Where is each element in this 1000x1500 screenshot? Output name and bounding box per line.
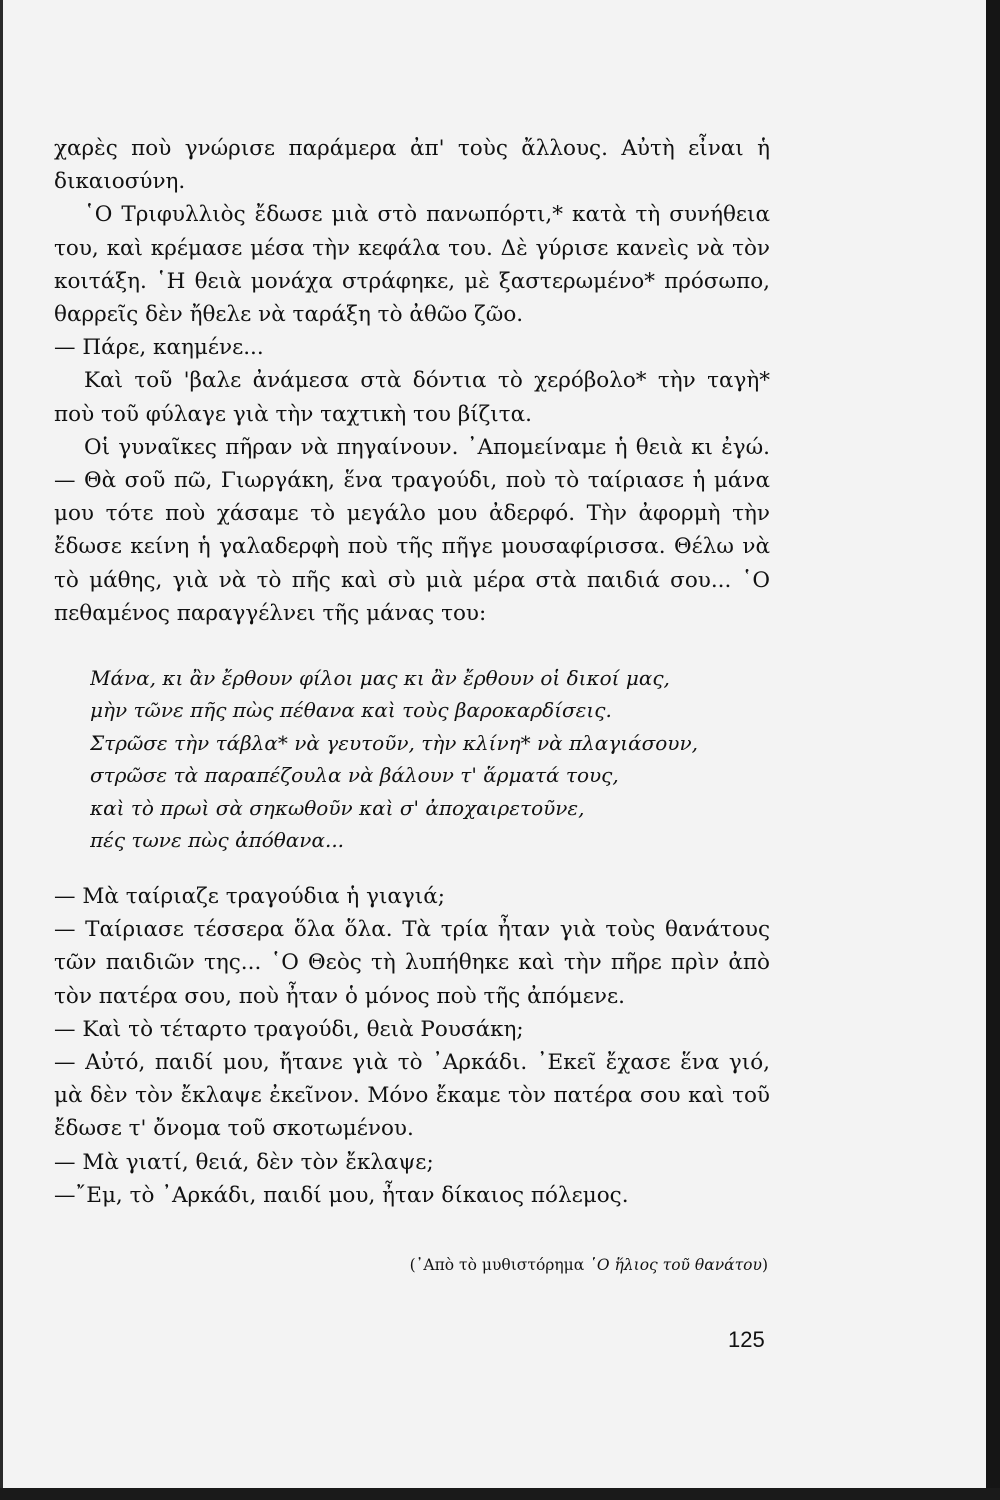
- source-suffix: ): [761, 1256, 768, 1274]
- verse-line: πές τωνε πὼς ἀπόθανα...: [90, 828, 345, 853]
- prose-block-2: [54, 880, 770, 1212]
- text-line: ἔδωσε κείνη ἡ γαλαδερφὴ ποὺ τῆς πῆγε μουσαφίρισσα. Θέλω νὰ: [54, 534, 770, 560]
- scan-edge-right: [986, 0, 1000, 1500]
- text-line: τῶν παιδιῶν της... ῾Ο Θεὸς τὴ λυπήθηκε καὶ τὴν πῆρε πρὶν ἀπὸ: [54, 950, 770, 976]
- text-line: τὸν πατέρα σου, ποὺ ἦταν ὁ μόνος ποὺ τῆς ἀπόμενε.: [54, 983, 625, 1009]
- text-line: θαρρεῖς δὲν ἤθελε νὰ ταράξη τὸ ἀθῶο ζῶο.: [54, 302, 524, 328]
- text-line: κοιτάξη. ῾Η θειὰ μονάχα στράφηκε, μὲ ξαστερωμένο* πρόσωπο,: [54, 268, 770, 294]
- verse-line: μὴν τῶνε πῆς πὼς πέθανα καὶ τοὺς βαροκαρδίσεις.: [90, 698, 612, 723]
- page-number: 125: [728, 1327, 765, 1352]
- source-citation: [410, 1256, 768, 1274]
- verse-line: Μάνα, κι ἂν ἔρθουν φίλοι μας κι ἂν ἔρθουν οἱ δικοί μας,: [90, 666, 670, 690]
- text-line: πεθαμένος παραγγέλνει τῆς μάνας του:: [54, 600, 487, 626]
- scan-edge-left: [0, 0, 3, 1500]
- text-line: — Καὶ τὸ τέταρτο τραγούδι, θειὰ Ρουσάκη;: [54, 1016, 524, 1042]
- text-line: του, καὶ κρέμασε μέσα τὴν κεφάλα του. Δὲ γύρισε κανεὶς νὰ τὸν: [54, 235, 770, 261]
- text-line: —῎Εμ, τὸ ᾿Αρκάδι, παιδί μου, ἦταν δίκαιος πόλεμος.: [54, 1182, 629, 1208]
- text-line: ποὺ τοῦ φύλαγε γιὰ τὴν ταχτικὴ του βίζιτα.: [54, 401, 532, 427]
- text-line: μὰ δὲν τὸν ἔκλαψε ἐκεῖνον. Μόνο ἔκαμε τὸν πατέρα σου καὶ τοῦ: [54, 1083, 770, 1109]
- source-title: ῾Ο ἥλιος τοῦ θανάτου: [589, 1256, 762, 1274]
- text-line: Οἱ γυναῖκες πῆραν νὰ πηγαίνουν. ᾿Απομείναμε ἡ θειὰ κι ἐγώ.: [84, 434, 770, 460]
- text-line: — Πάρε, καημένε...: [54, 335, 264, 361]
- verse-line: καὶ τὸ πρωὶ σὰ σηκωθοῦν καὶ σ' ἀποχαιρετοῦνε,: [90, 795, 585, 820]
- prose-block-1: [54, 132, 770, 630]
- poem-block: [90, 662, 770, 856]
- verse-line: Στρῶσε τὴν τάβλα* νὰ γευτοῦν, τὴν κλίνη* νὰ πλαγιάσουν,: [90, 730, 698, 755]
- text-line: — Μὰ γιατί, θειά, δὲν τὸν ἔκλαψε;: [54, 1149, 434, 1175]
- text-line: χαρὲς ποὺ γνώρισε παράμερα ἀπ' τοὺς ἄλλους. Αὐτὴ εἶναι ἡ: [54, 136, 770, 161]
- text-line: τὸ μάθης, γιὰ νὰ τὸ πῆς καὶ σὺ μιὰ μέρα στὰ παιδιά σου... ῾Ο: [54, 567, 770, 593]
- text-line: μου τότε ποὺ χάσαμε τὸ μεγάλο μου ἀδερφό. Τὴν ἀφορμὴ τὴν: [54, 501, 770, 527]
- text-line: — Μὰ ταίριαζε τραγούδια ἡ γιαγιά;: [54, 884, 445, 909]
- text-line: ῾Ο Τριφυλλιὸς ἔδωσε μιὰ στὸ πανωπόρτι,* κατὰ τὴ συνήθεια: [84, 202, 770, 228]
- verse-line: στρῶσε τὰ παραπέζουλα νὰ βάλουν τ' ἅρματά τους,: [90, 763, 619, 788]
- text-line: — Ταίριασε τέσσερα ὅλα ὅλα. Τὰ τρία ἦταν γιὰ τοὺς θανάτους: [54, 917, 770, 943]
- scan-edge-bottom: [0, 1488, 1000, 1500]
- text-line: Καὶ τοῦ 'βαλε ἀνάμεσα στὰ δόντια τὸ χερόβολο* τὴν ταγὴ*: [84, 368, 770, 394]
- text-line: ἔδωσε τ' ὄνομα τοῦ σκοτωμένου.: [54, 1116, 414, 1142]
- source-prefix: (᾿Απὸ τὸ μυθιστόρημα: [409, 1256, 590, 1274]
- text-line: — Αὐτό, παιδί μου, ἤτανε γιὰ τὸ ᾿Αρκάδι. ᾿Εκεῖ ἔχασε ἕνα γιό,: [54, 1050, 770, 1076]
- text-line: — Θὰ σοῦ πῶ, Γιωργάκη, ἕνα τραγούδι, ποὺ τὸ ταίριασε ἡ μάνα: [54, 468, 770, 494]
- text-line: δικαιοσύνη.: [54, 169, 186, 195]
